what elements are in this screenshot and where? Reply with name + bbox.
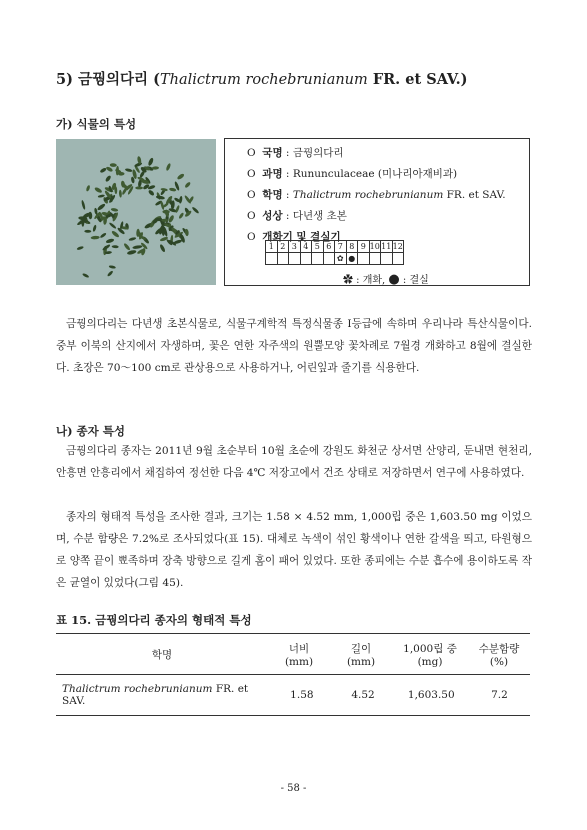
cell-width: 1.58 bbox=[290, 689, 314, 701]
fruit-mark-icon: ● bbox=[346, 253, 358, 265]
seed-photo bbox=[56, 139, 216, 285]
month-cell: 3 bbox=[289, 241, 301, 253]
table-header-row bbox=[56, 634, 530, 674]
month-cell: 2 bbox=[277, 241, 289, 253]
month-mark-cell bbox=[266, 253, 278, 265]
seed-characteristics-table bbox=[56, 633, 530, 716]
subsection-heading-seed: 나) 종자 특성 bbox=[56, 424, 125, 438]
fruit-symbol-icon: ● bbox=[388, 272, 400, 287]
month-mark-cell bbox=[358, 253, 370, 265]
info-row-flowering-fruiting: O 개화기 및 결실기 bbox=[247, 231, 341, 243]
month-cell: 1 bbox=[266, 241, 278, 253]
month-cell: 6 bbox=[323, 241, 335, 253]
page-number: - 58 - bbox=[280, 783, 307, 794]
month-cell: 10 bbox=[369, 242, 380, 251]
header-length: 길이 (mm) bbox=[346, 642, 376, 668]
month-mark-cell bbox=[312, 253, 324, 265]
flower-symbol-icon: ✿ bbox=[343, 275, 353, 286]
plant-description-paragraph: 금꿩의다리는 다년생 초본식물로, 식물구계학적 특정식물종 I등급에 속하며 우리나라 특산식물이다. 중부 이북의 산지에서 자생하며, 꽃은 연한 자주색의 원뿔모양 꽃차례로 7월경 개화하고 8월에 결실한다. 초장은 70～100 cm로 관상용으로 사용하거나, 어린잎과 줄기를 식용한다. bbox=[56, 318, 532, 374]
flowering-calendar bbox=[265, 240, 404, 265]
seed-cluster-image bbox=[56, 139, 216, 285]
month-cell: 8 bbox=[346, 241, 358, 253]
month-mark-cell bbox=[277, 253, 289, 265]
cell-moisture: 7.2 bbox=[491, 689, 508, 701]
month-cell: 12 bbox=[392, 242, 403, 251]
header-width: 너비 (mm) bbox=[284, 642, 314, 668]
info-row-common-name: O 국명 : 금꿩의다리 bbox=[247, 147, 344, 159]
section-title: 5) 금꿩의다리 (Thalictrum rochebrunianum FR. et SAV.) bbox=[56, 71, 468, 88]
table-caption: 표 15. 금꿩의다리 종자의 형태적 특성 bbox=[56, 613, 252, 627]
table-row bbox=[56, 675, 530, 715]
seed-collection-paragraph: 금꿩의다리 종자는 2011년 9월 초순부터 10월 초순에 강원도 화천군 상서면 산양리, 둔내면 현천리, 안흥면 안흥리에서 채집하여 정선한 다음 4℃ 저장고에서 건조 상태로 저장하면서 연구에 사용하였다. bbox=[56, 445, 532, 479]
flower-mark-icon: ✿ bbox=[335, 253, 347, 265]
month-cell: 4 bbox=[300, 241, 312, 253]
month-cell: 9 bbox=[358, 241, 370, 253]
month-mark-cell bbox=[300, 253, 312, 265]
month-cell: 11 bbox=[381, 242, 392, 251]
cell-length: 4.52 bbox=[351, 689, 375, 701]
header-weight: 1,000립 중 (mg) bbox=[403, 642, 457, 668]
calendar-legend: ✿ : 개화, ● : 결실 bbox=[343, 272, 429, 287]
month-mark-cell bbox=[289, 253, 301, 265]
info-row-growth-form: O 성상 : 다년생 초본 bbox=[247, 210, 347, 222]
subsection-heading-plant: 가) 식물의 특성 bbox=[56, 117, 137, 131]
month-cell: 5 bbox=[312, 241, 324, 253]
plant-info-box bbox=[224, 138, 530, 286]
month-mark-cell bbox=[369, 253, 381, 265]
info-row-family: O 과명 : Rununculaceae (미나리아재비과) bbox=[247, 168, 458, 180]
month-cell: 7 bbox=[335, 241, 347, 253]
header-scientific-name: 학명 bbox=[151, 648, 173, 661]
month-mark-cell bbox=[381, 253, 393, 265]
seed-morphology-paragraph: 종자의 형태적 특성을 조사한 결과, 크기는 1.58 × 4.52 mm, 1,000립 중은 1,603.50 mg 이었으며, 수분 함량은 7.2%로 조사되었다(표 15). 대체로 녹색이 섞인 황색이나 연한 갈색을 띄고, 타원형으로 양쪽 끝이 뾰족하며 장축 방향으로 길게 홈이 패어 있었다. 또한 종피에는 수분 흡수에 용이하도록 작은 균열이 있었다(그림 45). bbox=[56, 511, 532, 589]
cell-scientific-name: Thalictrum rochebrunianum FR. et SAV. bbox=[62, 683, 249, 707]
month-mark-cell bbox=[323, 253, 335, 265]
cell-weight: 1,603.50 bbox=[407, 689, 455, 701]
info-row-scientific-name: O 학명 : Thalictrum rochebrunianum FR. et SAV. bbox=[247, 189, 506, 201]
header-moisture: 수분함량 (%) bbox=[478, 642, 520, 668]
month-mark-cell bbox=[392, 253, 404, 265]
